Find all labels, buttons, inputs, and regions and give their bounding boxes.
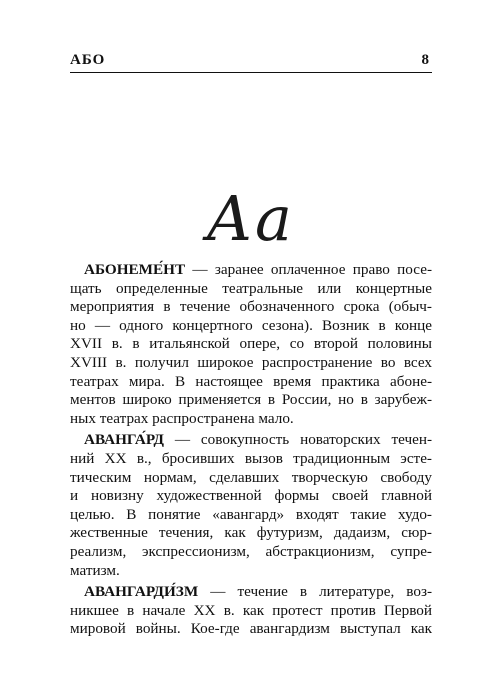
entry-line: АВАНГА́РД — совокупность новаторских течен- [84, 431, 433, 449]
header-guide-word: АБО [70, 52, 106, 68]
entry-line: матизм. [70, 561, 120, 579]
page-number: 8 [421, 52, 430, 68]
entry-line: ний XX в., бросивших вызов традиционным эсте- [70, 449, 432, 467]
entry-line: ментов широко применяется в России, но в зарубеж- [70, 391, 432, 409]
running-header [70, 52, 430, 69]
dictionary-entry [70, 583, 432, 639]
dictionary-entry [70, 431, 432, 580]
entry-line: реализм, экспрессионизм, абстракционизм, супре- [70, 542, 432, 560]
entry-line: АВАНГАРДИ́ЗМ — течение в литературе, воз- [84, 583, 433, 601]
dictionary-text [70, 258, 432, 639]
entry-line: тическим нормам, сделавших творческую свободу [70, 468, 432, 486]
entry-term: АБОНЕМЕ́НТ [84, 261, 186, 278]
entry-term: АВАНГА́РД [84, 431, 164, 449]
header-rule [70, 72, 432, 73]
entry-line: но — одного концертного сезона). Возник в конце [70, 316, 432, 334]
section-letter-heading: Аа [206, 182, 294, 255]
entry-line: мировой войны. Кое-где авангардизм выступал как [70, 620, 432, 638]
entry-line: и новизну художественной формы своей главной [70, 487, 432, 505]
entry-line: жественные течения, как футуризм, дадаизм, сюр- [70, 524, 432, 542]
dictionary-entry [70, 261, 432, 428]
entry-line: театрах мира. В настоящее время практика абоне- [70, 372, 432, 390]
entry-line: XVII в. в итальянской опере, со второй половины [70, 335, 432, 353]
entry-line: АБОНЕМЕ́НТ — заранее оплаченное право посе- [84, 261, 432, 278]
entry-line: мероприятия в течение обозначенного срока (обыч- [70, 298, 432, 316]
entry-term: АВАНГАРДИ́ЗМ [84, 583, 199, 601]
entry-line: ных театрах распространена мало. [70, 409, 294, 427]
entry-line: целью. В понятие «авангард» входят такие худо- [70, 505, 432, 523]
entry-line: никшее в начале XX в. как протест против Первой [70, 601, 432, 619]
entry-line: XVIII в. получил широкое распространение во всех [70, 353, 432, 371]
entry-line: щать определенные театральные или концертные [70, 279, 432, 297]
